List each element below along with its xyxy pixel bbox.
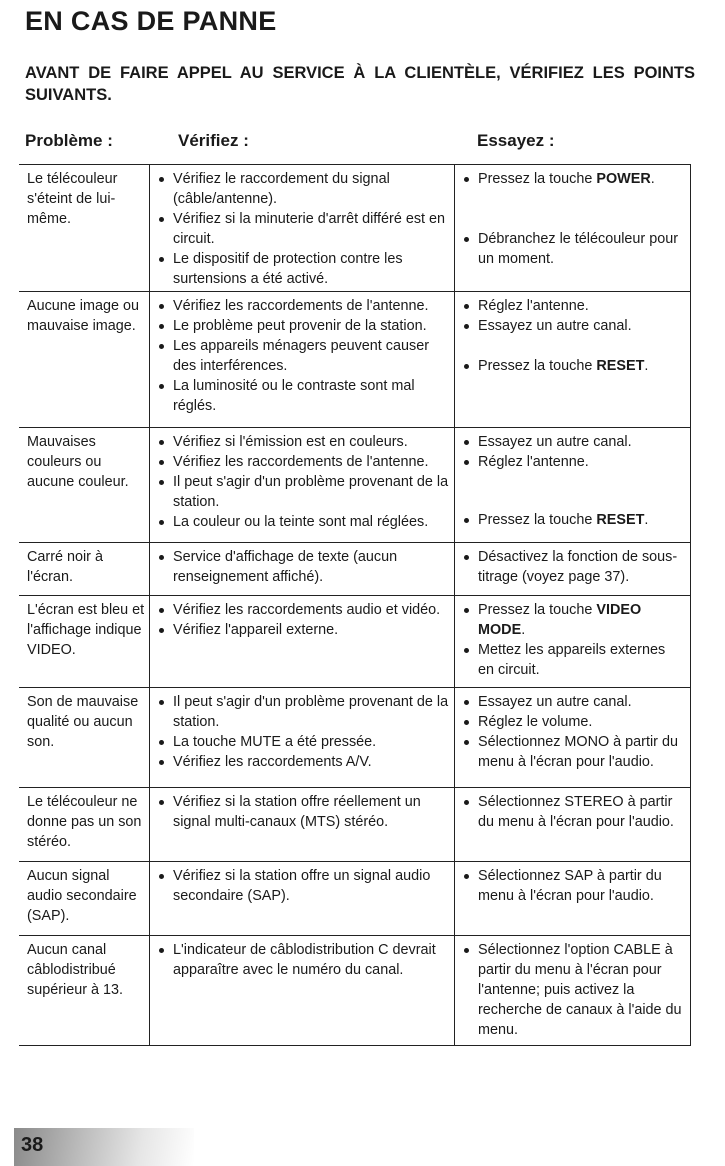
check-item-text: La couleur ou la teinte sont mal réglées. (173, 514, 429, 530)
check-item-text: Il peut s'agir d'un problème provenant de la station. (173, 474, 449, 510)
solution-item-text: Débranchez le télécouleur pour un moment. (478, 231, 678, 267)
solution-item (463, 510, 684, 530)
solution-item (463, 316, 684, 336)
table-row (19, 788, 691, 862)
column-header-probleme: Problème : (25, 131, 113, 150)
table-row (19, 596, 691, 688)
probleme-cell (19, 788, 149, 861)
bullet-icon (464, 948, 469, 953)
bullet-icon (464, 304, 469, 309)
probleme-text: L'écran est bleu et l'affichage indique VIDEO. (27, 602, 145, 658)
probleme-text: Aucun signal audio secondaire (SAP). (27, 868, 137, 924)
solution-item-text: Désactivez la fonction de sous-titrage (voyez page 37). (478, 549, 678, 585)
probleme-cell (19, 428, 149, 542)
check-item (158, 792, 450, 832)
bullet-icon (464, 700, 469, 705)
solution-item-text: Réglez l'antenne. (478, 454, 589, 470)
essayez-cell (454, 292, 691, 427)
solution-item-text: Essayez un autre canal. (478, 318, 632, 334)
page-title: EN CAS DE PANNE (25, 6, 277, 36)
troubleshooting-table (19, 164, 691, 1046)
solution-item (463, 432, 684, 452)
bullet-icon (159, 740, 164, 745)
essayez-cell (454, 165, 691, 291)
bullet-icon (159, 304, 164, 309)
solution-item (463, 452, 684, 472)
check-item-text: Vérifiez les raccordements audio et vidéo. (173, 602, 441, 618)
check-item-text: Vérifiez les raccordements A/V. (173, 754, 372, 770)
bullet-icon (464, 874, 469, 879)
check-item-text: Vérifiez le raccordement du signal (câble/antenne). (173, 171, 390, 207)
bullet-icon (159, 760, 164, 765)
bullet-icon (159, 177, 164, 182)
check-item-text: La touche MUTE a été pressée. (173, 734, 377, 750)
probleme-cell (19, 688, 149, 787)
check-item (158, 376, 450, 416)
check-item-text: Vérifiez l'appareil externe. (173, 622, 339, 638)
solution-item-text: Essayez un autre canal. (478, 434, 632, 450)
table-row (19, 428, 691, 543)
essayez-cell (454, 862, 691, 935)
bullet-icon (464, 720, 469, 725)
bullet-icon (159, 800, 164, 805)
page-number: 38 (21, 1134, 44, 1156)
column-header-essayez: Essayez : (477, 131, 555, 150)
check-item-text: Vérifiez si l'émission est en couleurs. (173, 434, 408, 450)
solution-item-text: Mettez les appareils externes en circuit. (478, 642, 666, 678)
check-item (158, 866, 450, 906)
table-row (19, 688, 691, 788)
solution-item (463, 640, 684, 680)
essayez-cell (454, 543, 691, 595)
bullet-icon (464, 324, 469, 329)
bullet-icon (159, 628, 164, 633)
essayez-cell (454, 596, 691, 687)
bullet-icon (159, 460, 164, 465)
verifiez-cell (149, 596, 454, 687)
verifiez-cell (149, 428, 454, 542)
probleme-text: Le télécouleur s'éteint de lui-même. (27, 171, 118, 227)
probleme-cell (19, 543, 149, 595)
bullet-icon (159, 520, 164, 525)
verifiez-cell (149, 292, 454, 427)
verifiez-cell (149, 788, 454, 861)
solution-item (463, 940, 684, 1040)
essayez-cell (454, 428, 691, 542)
check-item-text: Les appareils ménagers peuvent causer des interférences. (173, 338, 429, 374)
solution-item-text: Réglez l'antenne. (478, 298, 589, 314)
table-row (19, 292, 691, 428)
check-item (158, 249, 450, 289)
bullet-icon (464, 555, 469, 560)
bullet-icon (159, 948, 164, 953)
bullet-icon (464, 740, 469, 745)
check-item (158, 692, 450, 732)
verifiez-cell (149, 688, 454, 787)
table-row (19, 543, 691, 596)
bullet-icon (159, 700, 164, 705)
verifiez-cell (149, 165, 454, 291)
bullet-icon (159, 384, 164, 389)
solution-item (463, 296, 684, 316)
check-item (158, 296, 450, 316)
check-item-text: Vérifiez si la station offre réellement un signal multi-canaux (MTS) stéréo. (173, 794, 421, 830)
solution-item-text: Sélectionnez SAP à partir du menu à l'écran pour l'audio. (478, 868, 662, 904)
bullet-icon (159, 555, 164, 560)
check-item (158, 209, 450, 249)
verifiez-cell (149, 862, 454, 935)
probleme-text: Le télécouleur ne donne pas un son stéréo. (27, 794, 142, 850)
check-item (158, 752, 450, 772)
solution-item (463, 547, 684, 587)
solution-item (463, 712, 684, 732)
check-item-text: Le problème peut provenir de la station. (173, 318, 427, 334)
solution-item-text: Pressez la touche RESET. (478, 512, 649, 528)
solution-item (463, 692, 684, 712)
solution-item-text: Pressez la touche RESET. (478, 358, 649, 374)
check-item (158, 316, 450, 336)
probleme-cell (19, 292, 149, 427)
table-row (19, 164, 691, 292)
page-subtitle: AVANT DE FAIRE APPEL AU SERVICE À LA CLIENTÈLE, VÉRIFIEZ LES POINTS SUIVANTS. (25, 64, 695, 104)
essayez-cell (454, 936, 691, 1045)
solution-item-text: Sélectionnez l'option CABLE à partir du menu à l'écran pour l'antenne; puis activez la recherche de canaux à l'aide du menu. (478, 942, 682, 1038)
solution-item (463, 169, 684, 189)
bullet-icon (464, 608, 469, 613)
bullet-icon (464, 460, 469, 465)
verifiez-cell (149, 543, 454, 595)
check-item (158, 620, 450, 640)
probleme-text: Aucun canal câblodistribué supérieur à 13. (27, 942, 123, 998)
check-item (158, 452, 450, 472)
solution-item-text: Essayez un autre canal. (478, 694, 632, 710)
check-item-text: La luminosité ou le contraste sont mal réglés. (173, 378, 415, 414)
solution-item (463, 229, 684, 269)
bullet-icon (464, 237, 469, 242)
check-item (158, 169, 450, 209)
probleme-text: Mauvaises couleurs ou aucune couleur. (27, 434, 129, 490)
check-item (158, 336, 450, 376)
check-item-text: Vérifiez les raccordements de l'antenne. (173, 298, 429, 314)
check-item-text: Le dispositif de protection contre les surtensions a été activé. (173, 251, 403, 287)
probleme-cell (19, 936, 149, 1045)
bullet-icon (464, 518, 469, 523)
bullet-icon (159, 344, 164, 349)
solution-item-text: Pressez la touche VIDEO MODE. (478, 602, 642, 638)
check-item-text: Vérifiez les raccordements de l'antenne. (173, 454, 429, 470)
check-item (158, 732, 450, 752)
table-row (19, 936, 691, 1046)
probleme-text: Carré noir à l'écran. (27, 549, 103, 585)
essayez-cell (454, 688, 691, 787)
solution-item (463, 866, 684, 906)
check-item (158, 547, 450, 587)
check-item-text: L'indicateur de câblodistribution C devrait apparaître avec le numéro du canal. (173, 942, 436, 978)
solution-item-text: Réglez le volume. (478, 714, 593, 730)
bullet-icon (159, 874, 164, 879)
bullet-icon (159, 480, 164, 485)
bullet-icon (159, 440, 164, 445)
check-item-text: Vérifiez si la station offre un signal audio secondaire (SAP). (173, 868, 431, 904)
check-item (158, 472, 450, 512)
bullet-icon (464, 648, 469, 653)
solution-keyword: RESET (596, 358, 645, 374)
solution-item-text: Sélectionnez STEREO à partir du menu à l'écran pour l'audio. (478, 794, 674, 830)
check-item (158, 600, 450, 620)
solution-item-text: Sélectionnez MONO à partir du menu à l'écran pour l'audio. (478, 734, 678, 770)
bullet-icon (464, 177, 469, 182)
solution-item-text: Pressez la touche POWER. (478, 171, 655, 187)
essayez-cell (454, 788, 691, 861)
probleme-cell (19, 596, 149, 687)
bullet-icon (464, 800, 469, 805)
probleme-cell (19, 165, 149, 291)
check-item (158, 940, 450, 980)
probleme-text: Aucune image ou mauvaise image. (27, 298, 140, 334)
solution-keyword: RESET (596, 512, 645, 528)
solution-item (463, 600, 684, 640)
table-row (19, 862, 691, 936)
bullet-icon (159, 217, 164, 222)
check-item-text: Service d'affichage de texte (aucun renseignement affiché). (173, 549, 398, 585)
solution-keyword: VIDEO MODE (478, 602, 642, 638)
check-item (158, 512, 450, 532)
bullet-icon (159, 324, 164, 329)
bullet-icon (159, 608, 164, 613)
probleme-text: Son de mauvaise qualité ou aucun son. (27, 694, 139, 750)
solution-item (463, 356, 684, 376)
check-item-text: Il peut s'agir d'un problème provenant de la station. (173, 694, 449, 730)
solution-keyword: POWER (596, 171, 651, 187)
bullet-icon (464, 440, 469, 445)
verifiez-cell (149, 936, 454, 1045)
solution-item (463, 732, 684, 772)
column-header-verifiez: Vérifiez : (178, 131, 249, 150)
check-item (158, 432, 450, 452)
solution-item (463, 792, 684, 832)
probleme-cell (19, 862, 149, 935)
bullet-icon (159, 257, 164, 262)
check-item-text: Vérifiez si la minuterie d'arrêt différé est en circuit. (173, 211, 446, 247)
bullet-icon (464, 364, 469, 369)
